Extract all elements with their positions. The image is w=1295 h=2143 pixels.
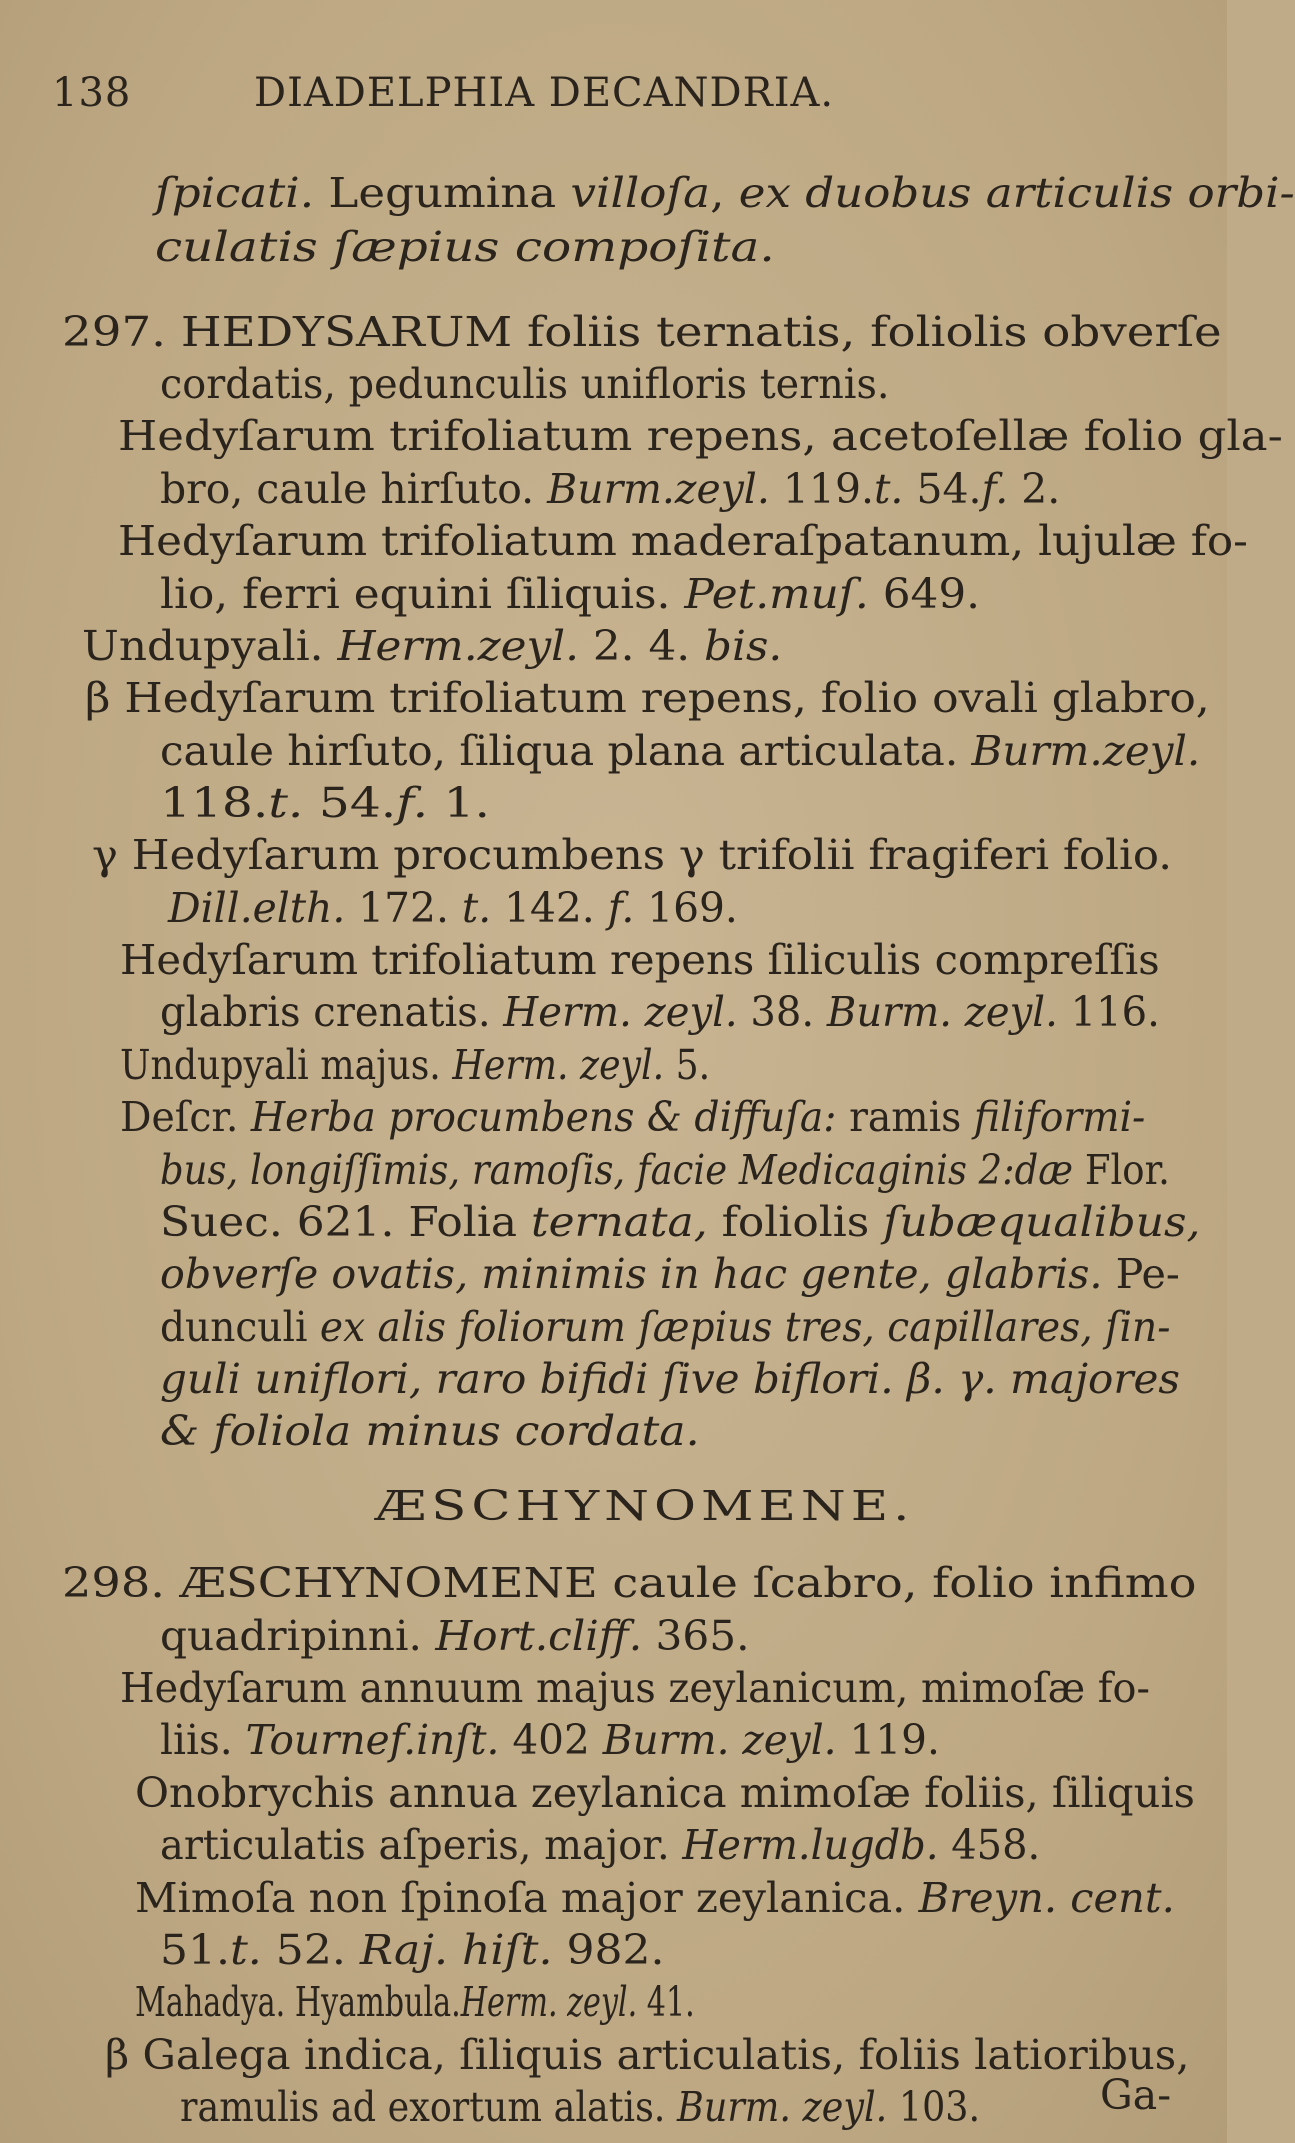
italic-span: villoſa — [570, 169, 711, 217]
roman-span: 2. 4. — [578, 622, 705, 670]
roman-span: Hedyſarum trifoliatum maderaſpatanum, lujulæ fo- — [118, 517, 1248, 565]
roman-span: 51. — [160, 1926, 231, 1974]
roman-span: Legumina — [314, 169, 571, 217]
italic-span: Dill.elth. — [168, 884, 346, 932]
roman-span: caule hirſuto, ſiliqua plana articulata. — [160, 727, 972, 775]
italic-span: ſubæqualibus, — [883, 1198, 1201, 1246]
italic-span: f. — [396, 779, 429, 827]
roman-span: Suec. 621. Folia — [160, 1198, 531, 1246]
roman-span: 54. — [303, 779, 397, 827]
roman-span: Mahadya. Hyambula. — [135, 1978, 461, 2026]
italic-span: ex alis foliorum ſæpius tres, capillares, ſin- — [319, 1303, 1171, 1351]
text-line — [160, 1145, 1170, 1195]
italic-span: Herm. zeyl. — [503, 988, 738, 1036]
italic-span: Herm. zeyl. — [460, 1978, 638, 2026]
italic-span: Tournef.inſt. — [245, 1716, 500, 1764]
text-line — [62, 307, 1222, 357]
roman-span: Flor. — [1073, 1146, 1170, 1194]
text-line — [180, 2082, 980, 2132]
italic-span: f. — [607, 884, 635, 932]
roman-span: 142. — [491, 884, 608, 932]
italic-span: bis. — [704, 622, 783, 670]
roman-span: 41. — [637, 1978, 695, 2026]
roman-span: cordatis, pedunculis unifloris ternis. — [160, 360, 890, 408]
text-line — [85, 673, 1210, 723]
italic-span: Raj. hiſt. — [359, 1926, 553, 1974]
roman-span: 38. — [737, 988, 827, 1036]
italic-span: Burm.zeyl. — [971, 727, 1201, 775]
italic-span: ternata, — [530, 1198, 708, 1246]
roman-span: quadripinni. — [160, 1612, 436, 1660]
roman-span: β Galega indica, ſiliquis articulatis, foliis latioribus, — [105, 2031, 1190, 2079]
roman-span: 2. — [1008, 465, 1061, 513]
italic-span: Herm. zeyl. — [452, 1041, 665, 1089]
text-line — [160, 1354, 1180, 1404]
roman-span: bro, caule hirſuto. — [160, 465, 548, 513]
text-line — [135, 1873, 1175, 1923]
roman-span: foliolis — [707, 1198, 884, 1246]
italic-span: Hort.cliff. — [435, 1612, 643, 1660]
roman-span: 54. — [903, 465, 982, 513]
text-line — [160, 1197, 1200, 1247]
text-line — [155, 222, 775, 272]
italic-span: ſpicati. — [155, 169, 315, 217]
italic-span: Pet.muſ. — [684, 570, 869, 618]
roman-span: ramulis ad exortum alatis. — [180, 2083, 678, 2131]
text-line — [160, 1820, 1040, 1870]
text-line — [105, 2030, 1190, 2080]
roman-span: 297. HEDYSARUM foliis ternatis, foliolis obverſe — [62, 308, 1222, 356]
roman-span: 172. — [345, 884, 462, 932]
text-line — [120, 935, 1160, 985]
text-line — [160, 987, 1160, 1037]
text-line — [160, 1406, 700, 1456]
roman-span: 1. — [428, 779, 490, 827]
text-line — [160, 569, 980, 619]
roman-span: Onobrychis annua zeylanica mimoſæ foliis, ſiliquis — [135, 1769, 1195, 1817]
running-title: DIADELPHIA DECANDRIA. — [254, 70, 835, 116]
italic-span: culatis ſæpius compoſita. — [155, 223, 775, 271]
roman-span: Hedyſarum annuum majus zeylanicum, mimoſæ fo- — [120, 1664, 1150, 1712]
roman-span: 298. ÆSCHYNOMENE caule ſcabro, folio infimo — [62, 1559, 1197, 1607]
text-line — [82, 621, 782, 671]
roman-span: 365. — [642, 1612, 750, 1660]
roman-span: 649. — [868, 570, 981, 618]
italic-span: Burm. zeyl. — [826, 988, 1058, 1036]
roman-span: 119. — [769, 465, 874, 513]
catchword: Ga- — [1100, 2071, 1172, 2119]
italic-span: Herba procumbens & diffuſa: — [250, 1093, 837, 1141]
text-line — [135, 1977, 695, 2027]
roman-span: 169. — [634, 884, 738, 932]
text-line — [168, 883, 738, 933]
roman-span: liis. — [160, 1716, 246, 1764]
roman-span: 982. — [552, 1926, 665, 1974]
italic-span: Burm.zeyl. — [547, 465, 770, 513]
italic-span: filiformi- — [973, 1093, 1146, 1141]
roman-span: Mimoſa non ſpinoſa major zeylanica. — [135, 1874, 919, 1922]
text-line — [120, 1092, 1145, 1142]
roman-span: 458. — [938, 1821, 1041, 1869]
roman-span: 119. — [836, 1716, 940, 1764]
roman-span: γ Hedyſarum procumbens γ trifolii fragiferi folio. — [92, 831, 1173, 879]
text-line — [135, 1768, 1195, 1818]
text-line — [118, 411, 1283, 461]
text-line — [160, 464, 1060, 514]
italic-span: Burm. zeyl. — [602, 1716, 837, 1764]
roman-span: Hedyſarum trifoliatum repens, acetoſellæ folio gla- — [118, 412, 1283, 460]
text-line — [160, 726, 1200, 776]
italic-span: bus, longiſſimis, ramoſis, facie Medicaginis 2:dæ — [160, 1146, 1074, 1194]
roman-span: 116. — [1057, 988, 1160, 1036]
italic-span: obverſe ovatis, minimis in hac gente, glabris. — [160, 1250, 1103, 1298]
text-line — [120, 1663, 1150, 1713]
roman-span: Pe- — [1102, 1250, 1180, 1298]
text-line — [160, 359, 890, 409]
italic-span: t. — [873, 465, 904, 513]
italic-span: Burm. zeyl. — [677, 2083, 888, 2131]
roman-span: β Hedyſarum trifoliatum repens, folio ovali glabro, — [85, 674, 1210, 722]
italic-span: f. — [981, 465, 1009, 513]
italic-span: Herm.lugdb. — [682, 1821, 939, 1869]
roman-span: glabris crenatis. — [160, 988, 504, 1036]
italic-span: t. — [230, 1926, 262, 1974]
text-line — [155, 168, 1295, 218]
roman-span: dunculi — [160, 1303, 320, 1351]
text-line — [160, 1925, 665, 1975]
roman-span: 52. — [261, 1926, 360, 1974]
text-line — [118, 516, 1248, 566]
roman-span: ramis — [836, 1093, 974, 1141]
text-line — [160, 1302, 1170, 1352]
italic-span: & foliola minus cordata. — [160, 1407, 700, 1455]
roman-span: Undupyali majus. — [120, 1041, 453, 1089]
text-line — [160, 1249, 1180, 1299]
roman-span: Hedyſarum trifoliatum repens ſiliculis compreſſis — [120, 936, 1160, 984]
italic-span: Herm.zeyl. — [337, 622, 579, 670]
italic-span: t. — [461, 884, 492, 932]
roman-span: 103. — [887, 2083, 981, 2131]
roman-span: Undupyali. — [82, 622, 338, 670]
text-line — [120, 1040, 710, 1090]
section-heading — [375, 1481, 914, 1531]
roman-span: 118. — [160, 779, 269, 827]
text-line — [92, 830, 1172, 880]
text-line — [160, 778, 490, 828]
roman-span: , — [710, 169, 739, 217]
roman-span: Deſcr. — [120, 1093, 251, 1141]
text-line — [62, 1558, 1196, 1608]
roman-span: articulatis aſperis, major. — [160, 1821, 683, 1869]
roman-span: 5. — [664, 1041, 711, 1089]
roman-span: lio, ferri equini ſiliquis. — [160, 570, 685, 618]
italic-span: guli uniflori, raro bifidi ſive biflori. β. γ. majores — [160, 1355, 1180, 1403]
text-line — [160, 1715, 940, 1765]
page-number: 138 — [52, 70, 132, 116]
italic-span: t. — [268, 779, 304, 827]
italic-span: ex duobus articulis orbi- — [738, 169, 1295, 217]
roman-span: ÆSCHYNOMENE. — [375, 1482, 915, 1530]
italic-span: Breyn. cent. — [918, 1874, 1175, 1922]
roman-span: 402 — [499, 1716, 603, 1764]
text-line — [160, 1611, 750, 1661]
